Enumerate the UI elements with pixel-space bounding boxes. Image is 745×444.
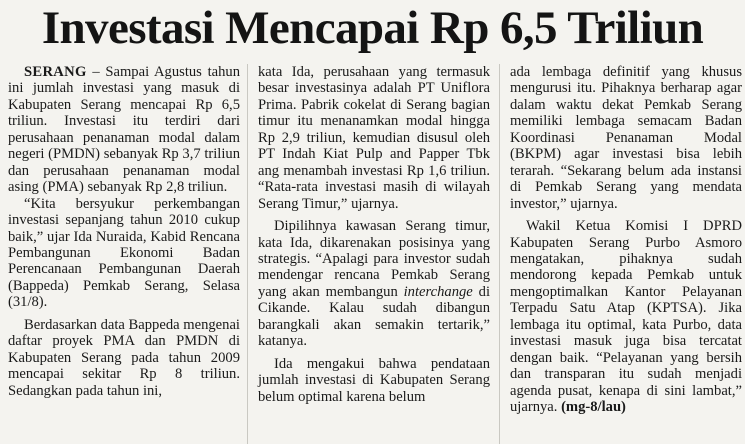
interchange-term: interchange [403,283,473,300]
paragraph-6 [510,218,742,415]
article-column-1 [8,64,240,399]
paragraph-1-text: – Sampai Agustus tahun ini jumlah investasi yang masuk di Kabupaten Serang mencapai Rp 6,5 triliun. Investasi itu terdiri dari perusahaan penanaman modal dalam negeri (PMDN) sebanyak Rp 3,7 triliun dan perusahaan penanaman modal asing (PMA) sebanyak Rp 2,8 triliun. [8,64,240,196]
dateline: SERANG [24,64,87,80]
paragraph-6-text: Wakil Ketua Komisi I DPRD Kabupaten Serang Purbo Asmoro mengatakan, pihaknya sudah mendorong kepada Pemkab untuk mengoptimalkan Kantor Pelayanan Terpadu Satu Atap (KPTSA). Jika lembaga itu optimal, kata Purbo, data investasi masuk juga bisa tercatat dengan baik. “Pelayanan yang bersih dan transparan itu sudah menjadi agenda pusat, kenapa di sini lambat,” ujarnya. [510,218,742,416]
paragraph-5: Ida mengakui bahwa pendataan jumlah investasi di Kabupaten Serang belum optimal karena belum [258,355,490,405]
paragraph-3: Berdasarkan data Bappeda mengenai daftar proyek PMA dan PMDN di Kabupaten Serang pada tahun 2009 mencapai sekitar Rp 8 triliun. Sedangkan pada tahun ini, [8,316,240,399]
paragraph-3-continued: kata Ida, perusahaan yang termasuk besar investasinya adalah PT Uniflora Prima. Pabrik cokelat di Serang bagian timur itu menanamkan modal hingga Rp 2,9 triliun, kemudian disusul oleh PT Indah Kiat Pulp and Papper Tbk ang menambah investasi Rp 1,6 triliun. “Rata-rata investasi masih di wilayah Serang Timur,” ujarnya. [258,64,490,212]
paragraph-1 [8,64,240,196]
article-column-3 [510,64,742,416]
reporter-signoff: (mg-8/lau) [561,399,626,416]
paragraph-2: “Kita bersyukur perkembangan investasi sepanjang tahun 2010 cukup baik,” ujar Ida Nuraida, Kabid Rencana Pembangunan Ekonomi Badan Perencanaan Pembangunan Daerah (Bappeda) Pemkab Serang, Selasa (31/8). [8,195,240,311]
column-divider [247,64,248,444]
paragraph-5-continued: ada lembaga definitif yang khusus mengurusi itu. Pihaknya berharap agar dalam waktu dekat Pemkab Serang memiliki lembaga semacam Badan Koordinasi Penanaman Modal (BKPM) agar investasi bisa lebih terarah. “Sekarang belum ada instansi di Pemkab Serang yang mendata investor,” ujarnya. [510,64,742,212]
article-column-2 [258,64,490,405]
paragraph-4 [258,218,490,350]
column-divider [499,64,500,444]
paragraph-4-text-a: Dipilihnya kawasan Serang timur, kata Ida, dikarenakan posisinya yang strategis. “Apalagi para investor sudah mendengar rencana Pemkab Serang yang akan membangun [258,218,490,300]
paragraph-4-text-b: di Cikande. Kalau sudah dibangun barangkali akan semakin tertarik,” katanya. [258,283,490,350]
article-headline: Investasi Mencapai Rp 6,5 Triliun [41,2,704,54]
